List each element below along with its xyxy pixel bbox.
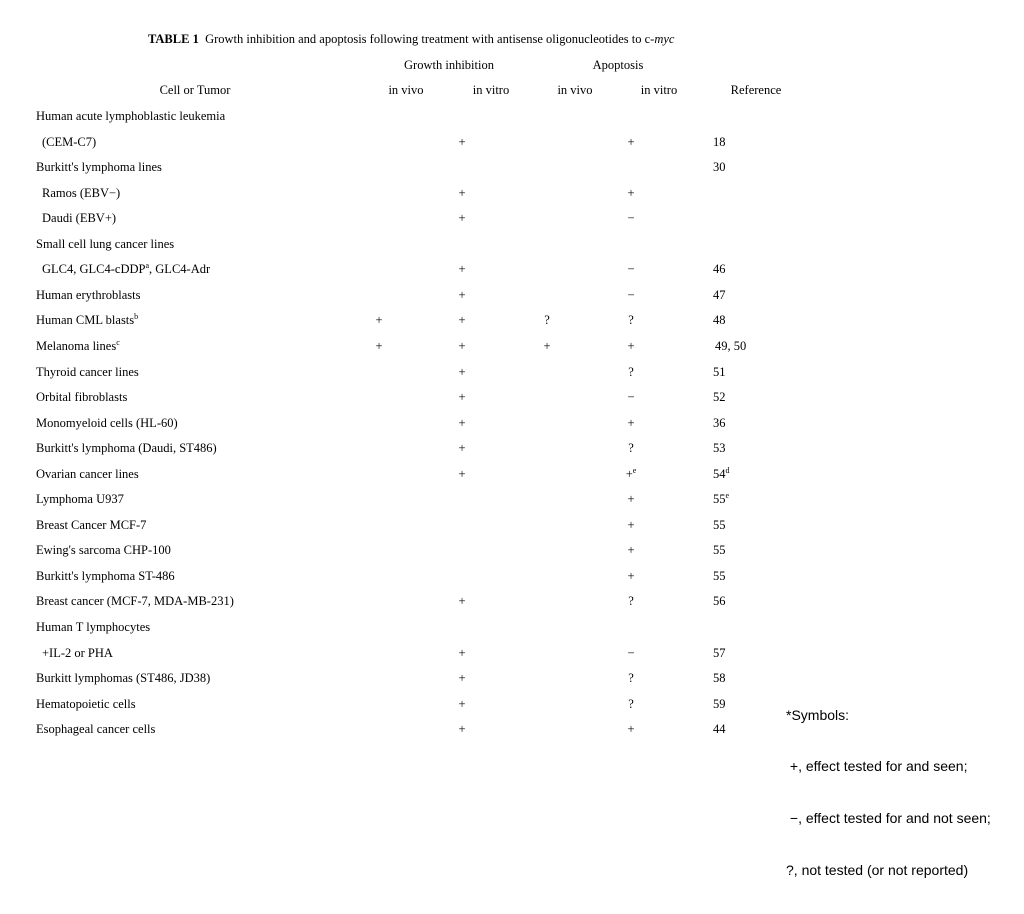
- cell-apoptosis-in-vitro: [628, 696, 634, 712]
- cell-apoptosis-in-vitro: [627, 491, 634, 507]
- reference-number: 57: [713, 646, 726, 660]
- cell-growth-in-vitro: [458, 721, 465, 737]
- reference-number: 30: [713, 160, 726, 174]
- cell-growth-in-vitro: [458, 287, 465, 303]
- column-header-reference: Reference: [730, 83, 782, 97]
- cell-reference: [713, 389, 726, 405]
- cell-apoptosis-in-vitro: [626, 466, 637, 482]
- reference-number: 55: [713, 492, 726, 506]
- cell-symbol: ?: [628, 697, 634, 711]
- cell-growth-in-vitro: [458, 261, 465, 277]
- footnote-marker: a: [145, 261, 150, 270]
- table-title: [148, 31, 674, 47]
- cell-apoptosis-in-vitro: [628, 440, 634, 456]
- reference-number: 47: [713, 288, 726, 302]
- symbols-legend: [786, 672, 991, 914]
- cell-growth-in-vitro: [458, 134, 465, 150]
- cell-apoptosis-in-vitro: [627, 415, 634, 431]
- cell-symbol: +: [458, 441, 466, 455]
- cell-symbol: +: [627, 722, 635, 736]
- cell-symbol: +: [625, 467, 633, 481]
- cell-reference: [713, 593, 726, 609]
- cell-growth-in-vitro: [458, 210, 465, 226]
- row-cell-name: +IL-2 or PHA: [42, 646, 113, 660]
- cell-apoptosis-in-vitro: [627, 287, 634, 303]
- cell-symbol: +: [458, 365, 466, 379]
- footnote-marker: b: [134, 312, 139, 321]
- row-cell-name: Ewing's sarcoma CHP-100: [36, 543, 171, 557]
- row-cell-name: Breast Cancer MCF-7: [36, 518, 147, 532]
- row-cell-name: GLC4, GLC4-cDDP$^a$, GLC4-Adr: [42, 261, 211, 276]
- row-cell-name: Small cell lung cancer lines: [36, 237, 175, 251]
- cell-symbol: ?: [628, 671, 634, 685]
- cell-symbol: +: [458, 211, 466, 225]
- row-cell-name: Monomyeloid cells (HL-60): [36, 416, 178, 430]
- cell-apoptosis-in-vitro: [627, 645, 634, 661]
- cell-symbol: +: [627, 518, 635, 532]
- cell-growth-in-vitro: [458, 389, 465, 405]
- cell-apoptosis-in-vivo: [544, 312, 550, 328]
- row-cell-name: Breast cancer (MCF-7, MDA-MB-231): [36, 594, 234, 608]
- row-cell-name: Human CML blasts$^b$: [36, 312, 139, 327]
- cell-reference: [713, 287, 726, 303]
- cell-growth-in-vitro: [458, 185, 465, 201]
- reference-number: 52: [713, 390, 726, 404]
- cell-reference: [713, 134, 726, 150]
- column-header-ap-vivo: in vivo: [557, 83, 593, 97]
- cell-apoptosis-in-vitro: [627, 338, 634, 354]
- cell-apoptosis-in-vitro: [627, 134, 634, 150]
- cell-symbol: +: [627, 135, 635, 149]
- reference-number: 51: [713, 365, 726, 379]
- column-header-gi-vitro: in vitro: [472, 83, 510, 97]
- reference-number: 53: [713, 441, 726, 455]
- cell-reference: [713, 568, 726, 584]
- legend-line: +, effect tested for and seen;: [786, 758, 968, 775]
- table-title-label: TABLE 1: [148, 32, 199, 46]
- cell-apoptosis-in-vitro: [627, 517, 634, 533]
- reference-number: 48: [713, 313, 726, 327]
- table-title-italic: myc: [654, 32, 675, 46]
- reference-number: 54: [713, 467, 726, 481]
- legend-line: ?, not tested (or not reported): [786, 862, 969, 879]
- cell-symbol: ?: [628, 441, 634, 455]
- reference-number: 58: [713, 671, 726, 685]
- cell-symbol: +: [375, 313, 383, 327]
- cell-growth-in-vitro: [458, 593, 465, 609]
- cell-apoptosis-in-vivo: [543, 338, 550, 354]
- reference-number: 46: [713, 262, 726, 276]
- cell-growth-in-vitro: [458, 670, 465, 686]
- cell-reference: [713, 645, 726, 661]
- cell-symbol: +: [458, 697, 466, 711]
- cell-apoptosis-in-vitro: [627, 210, 634, 226]
- column-header-gi-vivo: in vivo: [388, 83, 424, 97]
- cell-growth-in-vivo: [375, 338, 382, 354]
- row-cell-name: Thyroid cancer lines: [36, 365, 139, 379]
- cell-symbol: +: [375, 339, 383, 353]
- cell-apoptosis-in-vitro: [627, 389, 634, 405]
- cell-symbol: +: [627, 186, 635, 200]
- row-cell-name: Orbital fibroblasts: [36, 390, 128, 404]
- cell-symbol: +: [543, 339, 551, 353]
- cell-growth-in-vivo: [375, 312, 382, 328]
- cell-symbol: +: [458, 135, 466, 149]
- footnote-marker: e: [725, 491, 730, 500]
- cell-apoptosis-in-vitro: [627, 568, 634, 584]
- header-apoptosis: Apoptosis: [592, 58, 644, 72]
- legend-line: −, effect tested for and not seen;: [786, 810, 991, 827]
- row-cell-name: Burkitt's lymphoma lines: [36, 160, 162, 174]
- cell-growth-in-vitro: [458, 440, 465, 456]
- cell-growth-in-vitro: [458, 696, 465, 712]
- cell-symbol: +: [458, 339, 466, 353]
- cell-symbol: +: [627, 543, 635, 557]
- cell-apoptosis-in-vitro: [628, 312, 634, 328]
- row-cell-name: Ramos (EBV−): [42, 186, 121, 200]
- cell-symbol: +: [458, 262, 466, 276]
- cell-apoptosis-in-vitro: [627, 185, 634, 201]
- cell-symbol: +: [458, 671, 466, 685]
- reference-number: 55: [713, 518, 726, 532]
- column-header-cell: Cell or Tumor: [159, 83, 231, 97]
- cell-symbol: +: [458, 467, 466, 481]
- cell-symbol: ?: [628, 594, 634, 608]
- row-cell-name-suffix: , GLC4-Adr: [149, 262, 211, 276]
- column-header-ap-vitro: in vitro: [640, 83, 678, 97]
- cell-symbol: ?: [544, 313, 550, 327]
- reference-number: 44: [713, 722, 726, 736]
- cell-reference: [715, 338, 746, 354]
- cell-growth-in-vitro: [458, 645, 465, 661]
- cell-apoptosis-in-vitro: [627, 542, 634, 558]
- row-cell-name: Hematopoietic cells: [36, 697, 136, 711]
- row-cell-name: Lymphoma U937: [36, 492, 124, 506]
- legend-line: *Symbols:: [786, 706, 850, 723]
- cell-apoptosis-in-vitro: [628, 593, 634, 609]
- reference-number: 59: [713, 697, 726, 711]
- reference-number: 18: [713, 135, 726, 149]
- cell-symbol: +: [458, 416, 466, 430]
- row-cell-name: Burkitt's lymphoma (Daudi, ST486): [36, 441, 217, 455]
- reference-number: 56: [713, 594, 726, 608]
- cell-symbol: −: [627, 646, 635, 660]
- cell-symbol: +: [458, 722, 466, 736]
- cell-reference: [713, 440, 726, 456]
- cell-symbol: +: [458, 594, 466, 608]
- cell-symbol: −: [627, 262, 635, 276]
- cell-symbol: +: [627, 339, 635, 353]
- cell-symbol: +: [458, 186, 466, 200]
- cell-symbol: ?: [628, 365, 634, 379]
- cell-apoptosis-in-vitro: [627, 261, 634, 277]
- cell-symbol: +: [458, 390, 466, 404]
- cell-growth-in-vitro: [458, 338, 465, 354]
- row-cell-name: Human T lymphocytes: [36, 620, 151, 634]
- cell-growth-in-vitro: [458, 466, 465, 482]
- cell-symbol: −: [627, 288, 635, 302]
- cell-symbol: +: [458, 288, 466, 302]
- cell-reference: [713, 466, 730, 482]
- cell-symbol: +: [458, 646, 466, 660]
- table-title-text: Growth inhibition and apoptosis following treatment with antisense oligonucleotides to c-: [205, 32, 655, 46]
- footnote-marker: c: [116, 338, 120, 347]
- row-cell-name: (CEM-C7): [42, 135, 97, 149]
- row-cell-name: Esophageal cancer cells: [36, 722, 156, 736]
- row-cell-name: Burkitt lymphomas (ST486, JD38): [36, 671, 211, 685]
- cell-apoptosis-in-vitro: [627, 721, 634, 737]
- row-cell-name: Burkitt's lymphoma ST-486: [36, 569, 175, 583]
- row-cell-name: Ovarian cancer lines: [36, 467, 139, 481]
- cell-reference: [713, 542, 726, 558]
- footnote-marker: d: [725, 466, 730, 475]
- cell-reference: [713, 159, 726, 175]
- row-cell-name: Daudi (EBV+): [42, 211, 117, 225]
- cell-symbol: ?: [628, 313, 634, 327]
- cell-growth-in-vitro: [458, 415, 465, 431]
- cell-symbol: −: [627, 390, 635, 404]
- cell-reference: [713, 312, 726, 328]
- cell-reference: [713, 364, 726, 380]
- cell-reference: [713, 415, 726, 431]
- reference-number: 55: [713, 569, 726, 583]
- cell-growth-in-vitro: [458, 312, 465, 328]
- cell-reference: [713, 491, 729, 507]
- reference-number: 55: [713, 543, 726, 557]
- row-cell-name: Human acute lymphoblastic leukemia: [36, 109, 226, 123]
- cell-symbol: −: [627, 211, 635, 225]
- cell-reference: [713, 721, 726, 737]
- cell-apoptosis-in-vitro: [628, 364, 634, 380]
- cell-growth-in-vitro: [458, 364, 465, 380]
- cell-symbol: +: [458, 313, 466, 327]
- row-cell-name: Melanoma lines$^c$: [36, 338, 120, 353]
- cell-symbol: +: [627, 569, 635, 583]
- cell-reference: [713, 261, 726, 277]
- header-growth-inhibition: Growth inhibition: [404, 58, 494, 72]
- cell-reference: [713, 670, 726, 686]
- footnote-marker: e: [632, 466, 637, 475]
- cell-apoptosis-in-vitro: [628, 670, 634, 686]
- cell-reference: [713, 696, 726, 712]
- cell-reference: [713, 517, 726, 533]
- row-cell-name: Human erythroblasts: [36, 288, 141, 302]
- cell-symbol: +: [627, 492, 635, 506]
- reference-number: 36: [713, 416, 726, 430]
- reference-number: 49, 50: [715, 339, 747, 353]
- cell-symbol: +: [627, 416, 635, 430]
